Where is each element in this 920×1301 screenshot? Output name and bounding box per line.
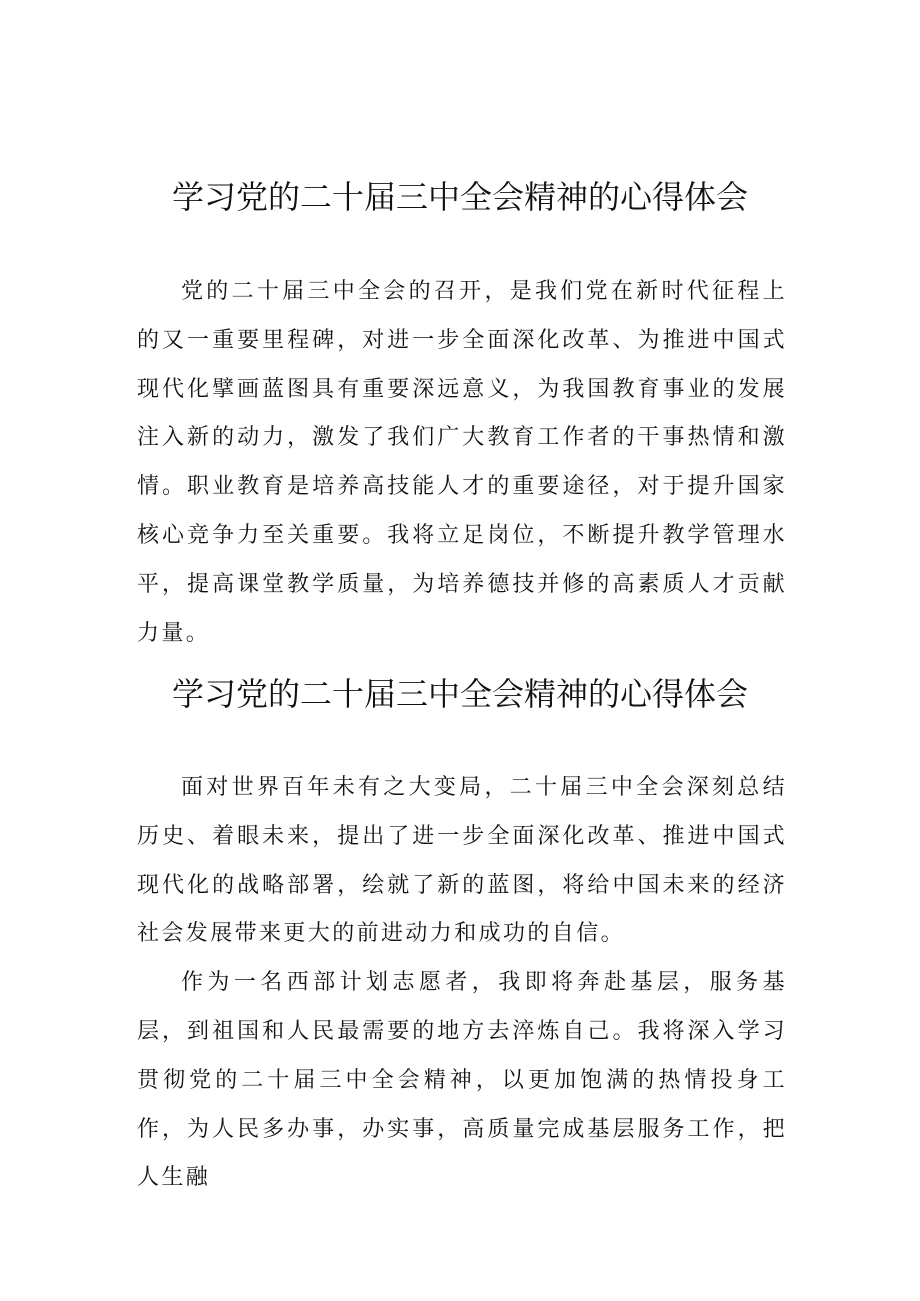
section-1-paragraph-1: 党的二十届三中全会的召开，是我们党在新时代征程上的又一重要里程碑，对进一步全面深化改革、为推进中国式现代化擘画蓝图具有重要深远意义，为我国教育事业的发展注入新的动力，激发了我们广大教育工作者的干事热情和激情。职业教育是培养高技能人才的重要途径，对于提升国家核心竞争力至关重要。我将立足岗位，不断提升教学管理水平，提高课堂教学质量，为培养德技并修的高素质人才贡献力量。: [137, 279, 787, 646]
section-2-title: 学习党的二十届三中全会精神的心得体会: [171, 675, 748, 713]
section-2-paragraph-1: 面对世界百年未有之大变局，二十届三中全会深刻总结历史、着眼未来，提出了进一步全面深化改革、推进中国式现代化的战略部署，绘就了新的蓝图，将给中国未来的经济社会发展带来更大的前进动力和成功的自信。: [137, 775, 787, 947]
section-1-body: [137, 268, 787, 658]
section-2-paragraph-2: 作为一名西部计划志愿者，我即将奔赴基层，服务基层，到祖国和人民最需要的地方去淬炼自己。我将深入学习贯彻党的二十届三中全会精神，以更加饱满的热情投身工作，为人民多办事，办实事，高质量完成基层服务工作，把人生融: [137, 970, 787, 1191]
section-1-title: 学习党的二十届三中全会精神的心得体会: [171, 178, 748, 216]
section-2-body: [137, 764, 787, 1203]
